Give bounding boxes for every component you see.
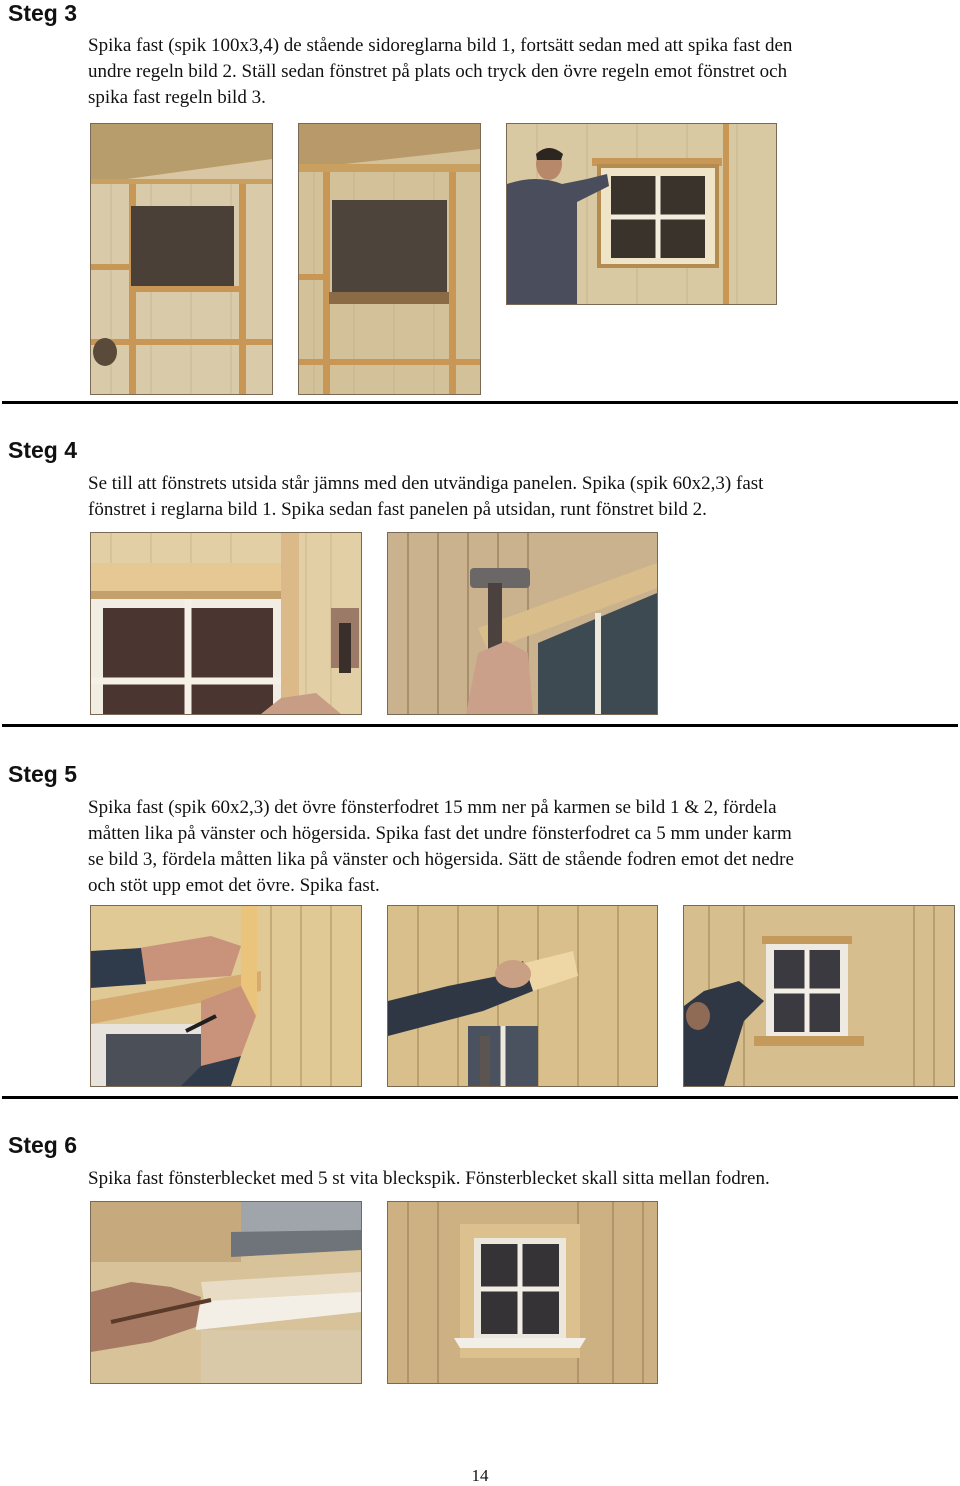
step-3-photo-2 <box>298 123 481 395</box>
step-4-line-1: Se till att fönstrets utsida står jämns med den utvändiga panelen. Spika (spik 60x2,3) fast <box>88 473 764 494</box>
step-6-text <box>88 1166 948 1192</box>
step-5-text <box>88 795 948 899</box>
section-divider <box>2 724 958 727</box>
step-5-line-2: måtten lika på vänster och högersida. Spika fast det undre fönsterfodret ca 5 mm under karm <box>88 823 792 844</box>
step-5-photo-2 <box>387 905 658 1087</box>
page-number: 14 <box>471 1466 489 1485</box>
step-3-heading: Steg 3 <box>8 0 78 26</box>
step-3-text <box>88 33 948 111</box>
step-3-photo-3 <box>506 123 777 305</box>
step-6-heading: Steg 6 <box>8 1132 78 1158</box>
step-6-photo-2 <box>387 1201 658 1384</box>
step-4-photo-2 <box>387 532 658 715</box>
step-5-line-4: och stöt upp emot det övre. Spika fast. <box>88 875 380 896</box>
step-5-heading: Steg 5 <box>8 761 78 787</box>
step-4-text <box>88 471 948 523</box>
step-4-line-2: fönstret i reglarna bild 1. Spika sedan fast panelen på utsidan, runt fönstret bild 2. <box>88 499 707 520</box>
step-3-line-3: spika fast regeln bild 3. <box>88 87 266 108</box>
step-5-photo-3 <box>683 905 955 1087</box>
step-6-photo-1 <box>90 1201 362 1384</box>
step-5-line-1: Spika fast (spik 60x2,3) det övre fönsterfodret 15 mm ner på karmen se bild 1 & 2, fördela <box>88 797 777 818</box>
step-4-heading: Steg 4 <box>8 437 78 463</box>
step-3-photo-1 <box>90 123 273 395</box>
step-5-line-3: se bild 3, fördela måtten lika på vänster och högersida. Sätt de stående fodren emot det nedre <box>88 849 794 870</box>
step-5-photo-1 <box>90 905 362 1087</box>
section-divider <box>2 1096 958 1099</box>
step-4-photo-1 <box>90 532 362 715</box>
section-divider <box>2 401 958 404</box>
step-6-line-1: Spika fast fönsterblecket med 5 st vita bleckspik. Fönsterblecket skall sitta mellan fodren. <box>88 1168 770 1189</box>
step-3-line-2: undre regeln bild 2. Ställ sedan fönstret på plats och tryck den övre regeln emot fönstret och <box>88 61 788 82</box>
step-3-line-1: Spika fast (spik 100x3,4) de stående sidoreglarna bild 1, fortsätt sedan med att spika fast den <box>88 35 793 56</box>
